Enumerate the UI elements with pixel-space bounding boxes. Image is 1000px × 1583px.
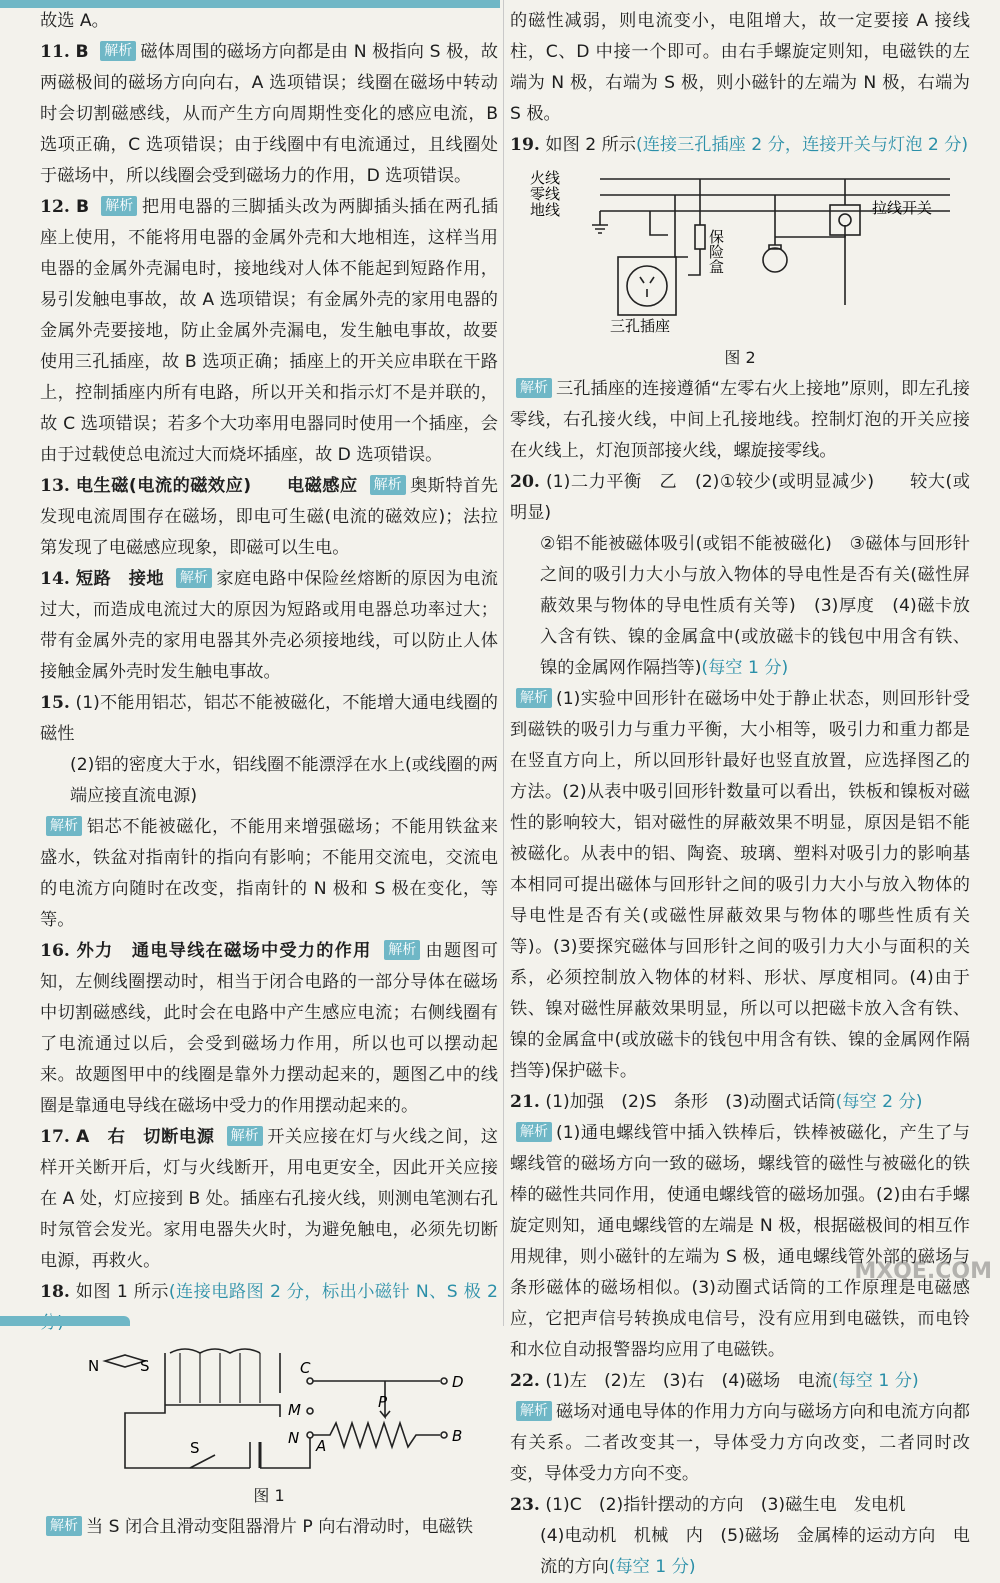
label-n: N [88,1357,100,1375]
q21-number: 21. [510,1092,540,1112]
q19 [510,130,970,161]
right-column [510,6,970,1583]
q14 [40,564,498,688]
small-compass-needle [105,1355,145,1367]
q13-text: 奥斯特首先发现电流周围存在磁场，即电可生磁(电流的磁效应)；法拉第发现了电磁感应现象，即磁可以生电。 [40,476,498,558]
q23-score: (每空 1 分) [608,1557,696,1577]
q21-analysis-tag: 解析 [516,1122,552,1142]
q18-prefix: 如图 1 所示 [75,1282,169,1302]
q15-number: 15. [40,693,70,713]
q19-text: 三孔插座的连接遵循“左零右火上接地”原则，即左孔接零线，右孔接火线，中间上孔接地线。控制灯泡的开关应接在火线上，灯泡顶部接火线，螺旋接零线。 [510,379,970,461]
q16-number: 16. [40,941,70,961]
q22-text: 磁场对通电导体的作用力方向与磁场方向和电流方向都有关系。二者改变其一，导体受力方向改变，二者同时改变，导体受力方向不变。 [510,1402,970,1484]
circuit-diagram-2 [510,165,970,335]
q21 [510,1087,970,1118]
q20-answer-1: (1)二力平衡 乙 (2)①较少(或明显减少) 较大(或明显) [510,472,970,523]
q20-number: 20. [510,472,540,492]
q12-text: 把用电器的三脚插头改为两脚插头插在两孔插座上使用，不能将用电器的金属外壳和大地相连，这样当用电器的金属外壳漏电时，接地线对人体不能起到短路作用，易引发触电事故，故 A 选项错误；有金属外壳的家用电器的金属外壳要接地，防止金属外壳漏电，发生触电事故，故要使用三孔插座，故 B 选项正确；插座上的开关应串联在干路上，控制插座内所有电路，所以开关和指示灯不是并联的，故 C 选项错误；若多个大功率用电器同时使用一个插座，会由于过载使总电流过大而烧坏插座，故 D 选项错误。 [40,197,499,465]
q15-text: 铝芯不能被磁化，不能用来增强磁场；不能用铁盆来盛水，铁盆对指南针的指向有影响；不能用交流电，交流电的电流方向随时在改变，指南针的 N 极和 S 极在变化，等等。 [40,817,498,930]
q23-answer-1: (1)C (2)指针摆动的方向 (3)磁生电 发电机 [545,1495,906,1515]
q22 [510,1366,970,1397]
label-zero: 零线 [530,185,561,203]
q15-answer-1: (1)不能用铝芯，铝芯不能被磁化，不能增大通电线圈的磁性 [40,693,498,744]
q17-number: 17. [40,1127,70,1147]
q19-score: (连接三孔插座 2 分，连接开关与灯泡 2 分) [636,135,969,155]
label-switch: S [190,1439,200,1457]
column-divider [503,0,504,1326]
q20-text: (1)实验中回形针在磁场中处于静止状态，则回形针受到磁铁的吸引力与重力平衡，大小相等，吸引力和重力都是在竖直方向上，所以回形针最好也竖直放置，应选择图乙的方法。(2)从表中吸引回形针数量可以看出，铁板和镍板对磁性的影响较大，铝对磁性的屏蔽效果不明显，原因是铝不能被磁化。从表中的铝、陶瓷、玻璃、塑料对吸引力的影响基本相同可提出磁体与回形针之间的吸引力大小与放入物体的导电性是否有关(或磁性屏蔽效果与物体的哪些性质有关等)。(3)要探究磁体与回形针之间的吸引力大小与面积的关系，必须控制放入物体的材料、形状、厚度相同。(4)由于铁、镍对磁性屏蔽效果明显，所以可以把磁卡放入含有铁、镍的金属盒中(或放磁卡的钱包中用含有铁、镍的金属网作隔挡等)保护磁卡。 [510,689,970,1081]
label-switch: 拉线开关 [872,199,933,217]
q14-number: 14. [40,569,70,589]
q18-analysis-tag: 解析 [46,1516,82,1536]
figure-2 [510,165,970,370]
q19-analysis [510,374,970,467]
q23-number: 23. [510,1495,540,1515]
q11-analysis-tag: 解析 [100,41,136,61]
q11-answer: B [75,42,89,62]
rheostat [313,1423,440,1447]
q23 [510,1490,970,1521]
terminal-a [307,1432,313,1438]
q14-text: 家庭电路中保险丝熔断的原因为电流过大，而造成电流过大的原因为短路或用电器总功率过大；带有金属外壳的家用电器其外壳必须接地线，可以防止人体接触金属外壳时发生触电事故。 [40,569,498,682]
q15-analysis-tag: 解析 [46,816,82,836]
label-p: P [378,1393,388,1411]
ground-symbol [592,211,608,233]
q13-answer: 电生磁(电流的磁效应) 电磁感应 [75,476,358,496]
q20-score: (每空 1 分) [701,658,789,678]
label-d: D [452,1373,464,1391]
label-n2: N [288,1429,300,1447]
q18-number: 18. [40,1282,70,1302]
terminal-b [441,1432,447,1438]
label-socket: 三孔插座 [610,317,671,335]
site-watermark: MXQE.COM [854,1259,992,1284]
q15-answer-2: (2)铝的密度大于水，铝线圈不能漂浮在水上(或线圈的两端应接直流电源) [70,755,498,806]
q17-text: 开关应接在灯与火线之间，这样开关断开后，灯与火线断开，用电更安全，因此开关应接在 A 处，灯应接到 B 处。插座右孔接火线，则测电笔测右孔时氖管会发光。家用电器失火时，为避免触电，必须先切断电源，再救火。 [40,1127,498,1271]
q13 [40,471,498,564]
q20-analysis-tag: 解析 [516,688,552,708]
terminal-c [307,1378,313,1384]
q16-text: 由题图可知，左侧线圈摆动时，相当于闭合电路的一部分导体在磁场中切割磁感线，此时会在电路中产生感应电流；右侧线圈有了电流通过以后，会受到磁场力作用，所以也可以摆动起来。故题图甲中的线圈是靠外力摆动起来的，题图乙中的线圈是靠通电导线在磁场中受力的作用摆动起来的。 [40,941,498,1116]
q22-analysis-tag: 解析 [516,1401,552,1421]
q16-answer: 外力 通电导线在磁场中受力的作用 [76,941,372,961]
q21-answer: (1)加强 (2)S 条形 (3)动圈式话筒 [545,1092,836,1112]
q18-analysis [40,1512,498,1543]
q12-answer: B [76,197,90,217]
q18-text: 当 S 闭合且滑动变阻器滑片 P 向右滑动时，电磁铁 [86,1517,473,1537]
terminal-m [307,1408,313,1414]
q16-analysis-tag: 解析 [384,940,420,960]
q22-analysis [510,1397,970,1490]
label-fire: 火线 [530,169,561,187]
q18-score: (连接电路图 2 分，标出小磁针 N、S 极 2 [168,1282,498,1302]
q20 [510,467,970,529]
label-c: C [300,1359,311,1377]
q21-text: (1)通电螺线管中插入铁棒后，铁棒被磁化，产生了与螺线管的磁场方向一致的磁场，螺线管的磁性与被磁化的铁棒的磁性共同作用，使通电螺线管的磁场加强。(2)由右手螺旋定则知，通电螺线管的左端是 N 极，根据磁极间的相互作用规律，则小磁针的左端为 S 极，通电螺线管外部的磁场与条形磁体的磁场相似。(3)动圈式话筒的工作原理是电磁感应，它把声信号转换成电信号，没有应用到电磁铁，而电铃和水位自动报警器均应用了电磁铁。 [510,1123,970,1360]
q11 [40,37,498,192]
q13-analysis-tag: 解析 [370,475,406,495]
figure-1 [40,1343,498,1508]
q19-number: 19. [510,135,540,155]
q17-answer: A 右 切断电源 [75,1127,215,1147]
q17-analysis-tag: 解析 [227,1126,263,1146]
intro-line: 故选 A。 [40,11,109,31]
q13-number: 13. [40,476,70,496]
light-bulb [763,248,787,272]
q12-number: 12. [40,197,70,217]
q20-analysis [510,684,970,1087]
fuse-box [695,225,705,249]
left-column [40,6,498,1543]
label-a: A [316,1437,327,1455]
q14-analysis-tag: 解析 [176,568,212,588]
q17 [40,1122,498,1277]
label-fuse: 保险盒 [707,229,725,274]
q23-answer-2-line [510,1521,970,1583]
q19-prefix: 如图 2 所示 [545,135,636,155]
q11-text: 磁体周围的磁场方向都是由 N 极指向 S 极，故两磁极间的磁场方向向右，A 选项错误；线圈在磁场中转动时会切割磁感线，从而产生方向周期性变化的感应电流，B 选项正确，C 选项错误；由于线圈中有电流通过，且线圈处于磁场中，所以线圈会受到磁场力的作用，D 选项错误。 [40,42,498,186]
q18-continuation: 的磁性减弱，则电流变小，电阻增大，故一定要接 A 接线柱，C、D 中接一个即可。由右手螺旋定则知，电磁铁的左端为 N 极，右端为 S 极，则小磁针的左端为 N 极，右端为 S 极。 [510,11,970,124]
q21-score: (每空 2 分) [835,1092,923,1112]
q23-answer-2: (4)电动机 机械 内 (5)磁场 金属棒的运动方向 电流的方向 [540,1526,970,1577]
q22-number: 22. [510,1371,540,1391]
figure-2-caption: 图 2 [724,348,756,367]
q12-analysis-tag: 解析 [101,196,137,216]
figure-1-caption: 图 1 [253,1486,285,1505]
q15-analysis [40,812,498,936]
label-ground: 地线 [530,201,561,219]
q15 [40,688,498,750]
q11-number: 11. [40,42,70,62]
bottom-color-tab [0,1316,130,1326]
label-s: S [140,1357,150,1375]
q20-answer-2: ②铝不能被磁体吸引(或铝不能被磁化) ③磁体与回形针之间的吸引力大小与放入物体的导电性是否有关(磁性屏蔽效果与物体的导电性质有关等) (3)厚度 (4)磁卡放入含有铁、镍的金属盒中(或放磁卡的钱包中用含有铁、镍的金属网作隔挡等) [540,534,970,678]
q20-answer-2-line [510,529,970,684]
terminal-d [441,1378,447,1384]
q19-analysis-tag: 解析 [516,378,552,398]
q21-analysis [510,1118,970,1366]
circuit-diagram-1 [40,1343,498,1473]
label-b: B [452,1427,463,1445]
q22-answer: (1)左 (2)左 (3)右 (4)磁场 电流 [545,1371,832,1391]
label-m: M [288,1401,301,1419]
q16 [40,936,498,1122]
q12 [40,192,498,471]
q18 [40,1277,498,1339]
q22-score: (每空 1 分) [831,1371,919,1391]
q14-answer: 短路 接地 [75,569,164,589]
